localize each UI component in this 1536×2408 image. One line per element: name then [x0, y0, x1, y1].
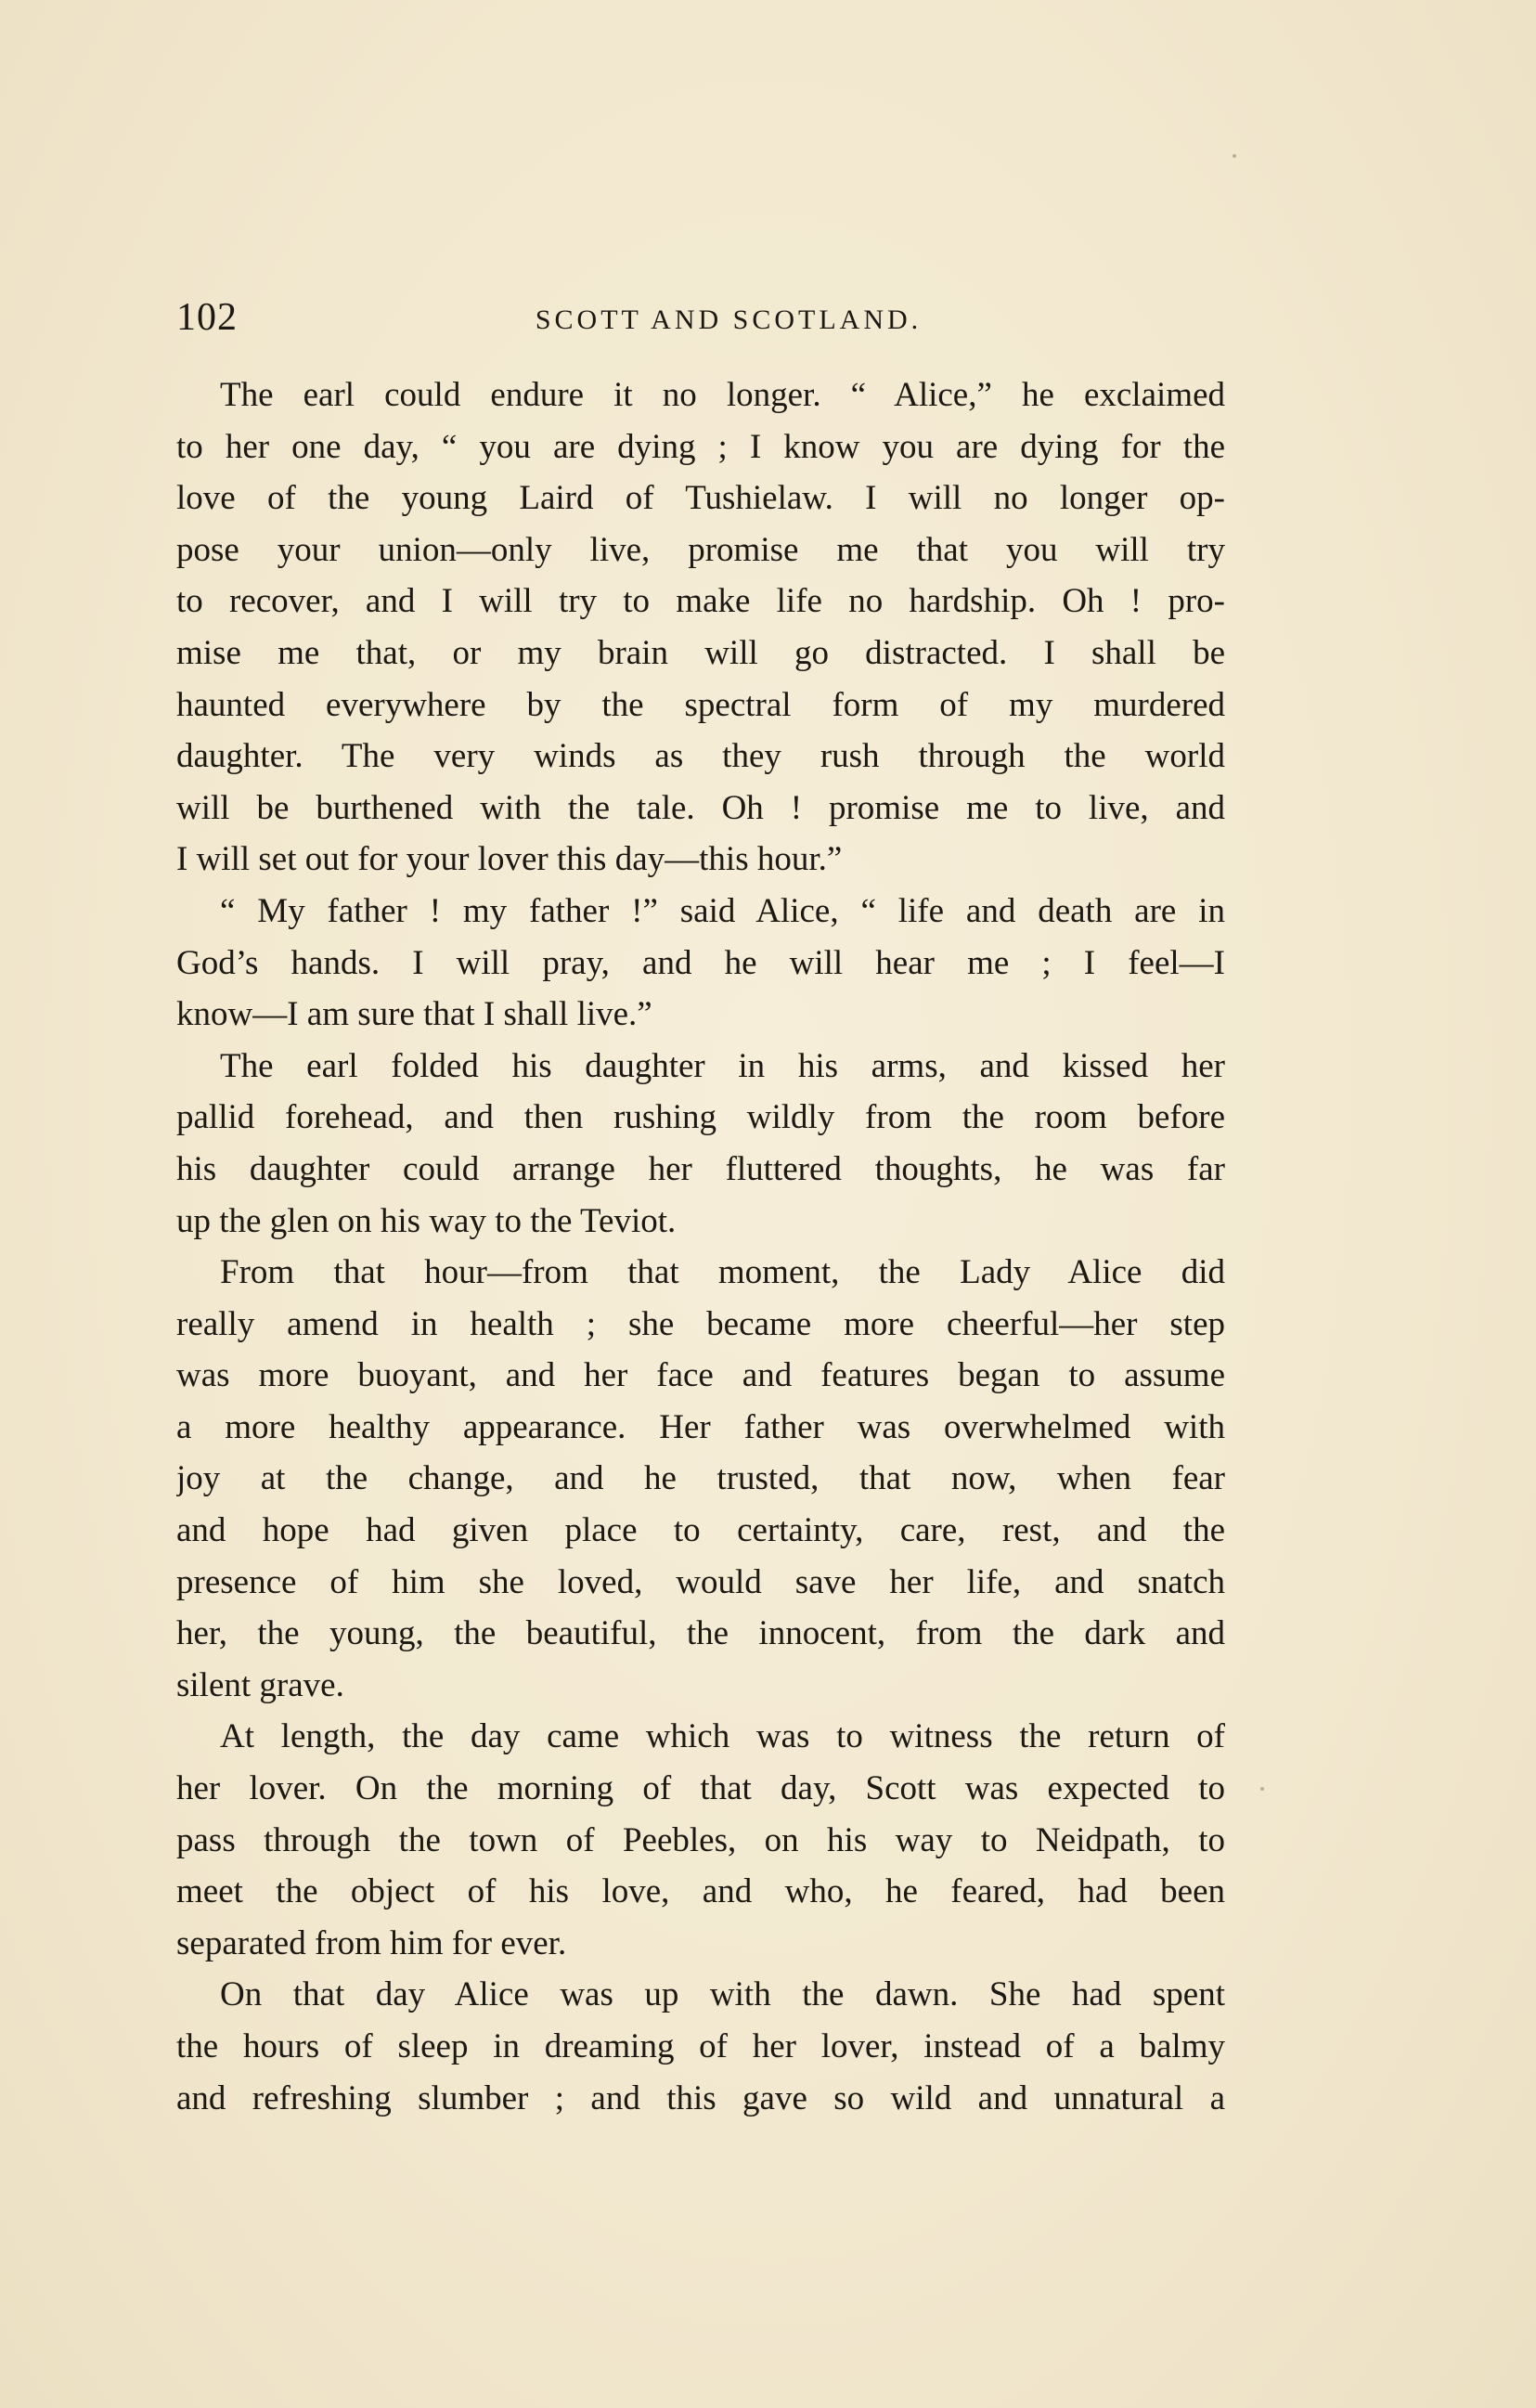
text-line: know—I am sure that I shall live.” — [176, 995, 652, 1034]
text-line: love of the young Laird of Tushielaw. I will no longer op- — [176, 479, 1225, 518]
running-head — [176, 295, 1225, 351]
text-line: and refreshing slumber ; and this gave so wild and unnatural a — [176, 2078, 1225, 2117]
text-line: “ My father ! my father !” said Alice, “ life and death are in — [220, 891, 1225, 930]
text-line: the hours of sleep in dreaming of her lover, instead of a balmy — [176, 2027, 1225, 2065]
text-line: joy at the change, and he trusted, that now, when fear — [176, 1459, 1225, 1498]
text-line: her lover. On the morning of that day, Scott was expected to — [176, 1769, 1225, 1808]
running-title: SCOTT AND SCOTLAND. — [535, 304, 923, 335]
text-line: to recover, and I will try to make life no hardship. Oh ! pro- — [176, 582, 1225, 621]
text-line: her, the young, the beautiful, the innocent, from the dark and — [176, 1614, 1225, 1653]
text-line: really amend in health ; she became more cheerful—her step — [176, 1304, 1225, 1343]
text-line: I will set out for your lover this day—this hour.” — [176, 840, 843, 879]
text-line: God’s hands. I will pray, and he will hear me ; I feel—I — [176, 943, 1225, 982]
text-line: On that day Alice was up with the dawn. She had spent — [220, 1975, 1225, 2014]
text-line: daughter. The very winds as they rush through the world — [176, 737, 1225, 776]
text-line: his daughter could arrange her fluttered thoughts, he was far — [176, 1149, 1225, 1188]
text-line: separated from him for ever. — [176, 1923, 567, 1962]
text-line: At length, the day came which was to witness the return of — [220, 1717, 1225, 1756]
page-number: 102 — [176, 296, 238, 339]
text-line: mise me that, or my brain will go distracted. I shall be — [176, 633, 1225, 672]
text-line: pose your union—only live, promise me that you will try — [176, 530, 1225, 569]
text-line: was more buoyant, and her face and features began to assume — [176, 1356, 1225, 1395]
text-line: From that hour—from that moment, the Lady Alice did — [220, 1253, 1225, 1292]
text-line: The earl folded his daughter in his arms, and kissed her — [220, 1046, 1225, 1085]
body-text — [176, 369, 1225, 2124]
text-line: pass through the town of Peebles, on his way to Neidpath, to — [176, 1820, 1225, 1859]
text-line: The earl could endure it no longer. “ Alice,” he exclaimed — [220, 376, 1225, 414]
text-line: silent grave. — [176, 1665, 344, 1704]
text-line: meet the object of his love, and who, he feared, had been — [176, 1872, 1225, 1911]
text-line: haunted everywhere by the spectral form of my murdered — [176, 685, 1225, 724]
paper-speck — [1260, 1787, 1264, 1791]
text-line: and hope had given place to certainty, care, rest, and the — [176, 1511, 1225, 1550]
paper-speck — [1233, 154, 1236, 158]
text-line: up the glen on his way to the Teviot. — [176, 1201, 677, 1240]
text-line: to her one day, “ you are dying ; I know you are dying for the — [176, 427, 1225, 466]
text-line: presence of him she loved, would save her life, and snatch — [176, 1562, 1225, 1601]
text-line: a more healthy appearance. Her father was overwhelmed with — [176, 1407, 1225, 1446]
text-line: will be burthened with the tale. Oh ! promise me to live, and — [176, 788, 1225, 827]
text-line: pallid forehead, and then rushing wildly from the room before — [176, 1098, 1225, 1137]
